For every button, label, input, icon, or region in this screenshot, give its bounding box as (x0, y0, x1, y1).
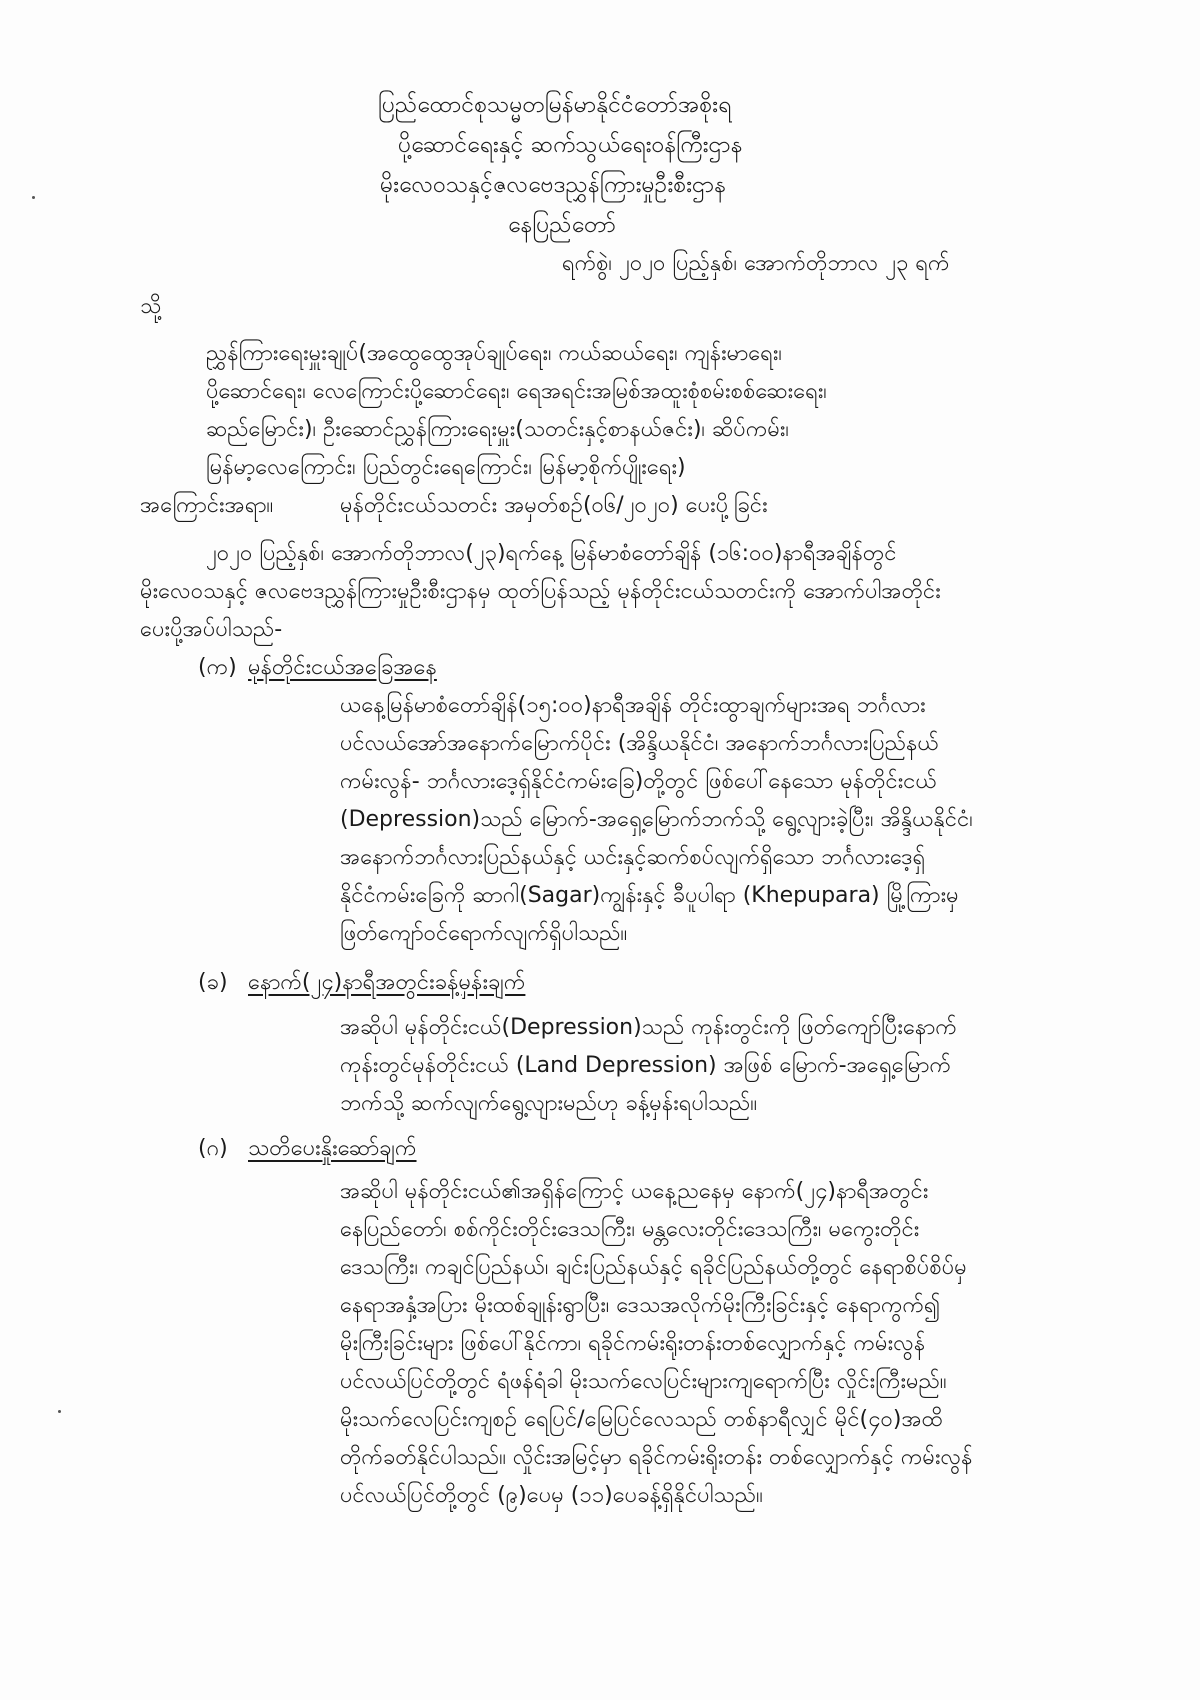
header-line-government: ပြည်ထောင်စုသမ္မတမြန်မာနိုင်ငံတော်အစိုးရ (378, 92, 732, 118)
intro-line: မိုးလေဝသနှင့် ဇလဗေဒညွှန်ကြားမှုဦးစီးဌာနမှ ထုတ်ပြန်သည့် မုန်တိုင်းငယ်သတင်းကို အောက်ပါအတိုင်း (140, 579, 941, 604)
section-ga-line: တိုက်ခတ်နိုင်ပါသည်။ လှိုင်းအမြင့်မှာ ရခိုင်ကမ်းရိုးတန်း တစ်လျှောက်နှင့် ကမ်းလွန် (340, 1445, 973, 1470)
section-ka-line: ကမ်းလွန်- ဘင်္ဂလားဒေ့ရှ်နိုင်ငံကမ်းခြေ)တို့တွင် ဖြစ်ပေါ်နေသော မုန်တိုင်းငယ် (340, 769, 937, 794)
recipient-line: ဆည်မြောင်း)၊ ဦးဆောင်ညွှန်ကြားရေးမှူး(သတင်းနှင့်စာနယ်ဇင်း)၊ ဆိပ်ကမ်း၊ (206, 417, 789, 442)
section-ka-line: ဖြတ်ကျော်ဝင်ရောက်လျက်ရှိပါသည်။ (340, 921, 628, 946)
section-kha-title: နောက်(၂၄)နာရီအတွင်းခန့်မှန်းချက် (248, 970, 526, 995)
section-ka-title: မုန်တိုင်းငယ်အခြေအနေ (248, 655, 437, 680)
section-ga-line: နေပြည်တော်၊ စစ်ကိုင်းတိုင်းဒေသကြီး၊ မန္တလေးတိုင်းဒေသကြီး၊ မကွေးတိုင်း (340, 1217, 920, 1242)
section-ka-line: ယနေ့မြန်မာစံတော်ချိန်(၁၅:၀၀)နာရီအချိန် တိုင်းထွာချက်များအရ ဘင်္ဂလား (340, 693, 926, 718)
subject-label: အကြောင်းအရာ။ (140, 493, 274, 518)
section-ka-line: ပင်လယ်အော်အနောက်မြောက်ပိုင်း (အိန္ဒိယနိုင်ငံ၊ အနောက်ဘင်္ဂလားပြည်နယ် (340, 731, 939, 756)
section-kha-marker: (ခ) (198, 970, 228, 995)
header-line-department: မိုးလေဝသနှင့်ဇလဗေဒညွှန်ကြားမှုဦးစီးဌာန (380, 172, 727, 198)
section-ga-line: မိုးကြီးခြင်းများ ဖြစ်ပေါ်နိုင်ကာ၊ ရခိုင်ကမ်းရိုးတန်းတစ်လျှောက်နှင့် ကမ်းလွန် (340, 1331, 926, 1356)
scan-speck (32, 196, 35, 199)
section-kha-line: အဆိုပါ မုန်တိုင်းငယ်(Depression)သည် ကုန်းတွင်းကို ဖြတ်ကျော်ပြီးနောက် (340, 1015, 957, 1040)
section-kha-line: ကုန်းတွင်မုန်တိုင်းငယ် (Land Depression) အဖြစ် မြောက်-အရှေ့မြောက် (340, 1053, 952, 1078)
section-ka-line: အနောက်ဘင်္ဂလားပြည်နယ်နှင့် ယင်းနှင့်ဆက်စပ်လျက်ရှိသော ဘင်္ဂလားဒေ့ရှ် (340, 845, 926, 870)
section-ga-title: သတိပေးနှိုးဆော်ချက် (248, 1136, 417, 1161)
section-ka-line: (Depression)သည် မြောက်-အရှေ့မြောက်ဘက်သို့ ရွေ့လျားခဲ့ပြီး၊ အိန္ဒိယနိုင်ငံ၊ (340, 807, 973, 832)
section-ga-line: မိုးသက်လေပြင်းကျစဉ် ရေပြင်/မြေပြင်လေသည် တစ်နာရီလျှင် မိုင်(၄၀)အထိ (340, 1407, 943, 1432)
section-ga-line: ပင်လယ်ပြင်တို့တွင် (၉)ပေမှ (၁၁)ပေခန့်ရှိနိုင်ပါသည်။ (340, 1483, 763, 1508)
section-ka-marker: (က) (198, 655, 237, 680)
intro-line: ပေးပို့အပ်ပါသည်- (140, 617, 283, 642)
section-ga-line: ဒေသကြီး၊ ကချင်ပြည်နယ်၊ ချင်းပြည်နယ်နှင့် ရခိုင်ပြည်နယ်တို့တွင် နေရာစိပ်စိပ်မှ (340, 1255, 967, 1280)
recipient-to: သို့ (140, 294, 162, 319)
section-ga-line: နေရာအနှံ့အပြား မိုးထစ်ချုန်းရွာပြီး၊ ဒေသအလိုက်မိုးကြီးခြင်းနှင့် နေရာကွက်၍ (340, 1293, 941, 1318)
section-kha-line: ဘက်သို့ ဆက်လျက်ရွေ့လျားမည်ဟု ခန့်မှန်းရပါသည်။ (340, 1091, 757, 1116)
section-ga-line: အဆိုပါ မုန်တိုင်းငယ်၏အရှိန်ကြောင့် ယနေ့ညနေမှ နောက်(၂၄)နာရီအတွင်း (340, 1179, 929, 1204)
header-line-city: နေပြည်တော် (508, 212, 616, 238)
recipient-line: ပို့ဆောင်ရေး၊ လေကြောင်းပို့ဆောင်ရေး၊ ရေအရင်းအမြစ်အထူးစုံစမ်းစစ်ဆေးရေး၊ (206, 379, 827, 404)
recipient-line: ညွှန်ကြားရေးမှူးချုပ်(အထွေထွေအုပ်ချုပ်ရေး၊ ကယ်ဆယ်ရေး၊ ကျန်းမာရေး၊ (206, 341, 782, 366)
header-line-ministry: ပို့ဆောင်ရေးနှင့် ဆက်သွယ်ရေးဝန်ကြီးဌာန (398, 132, 743, 158)
section-ga-line: ပင်လယ်ပြင်တို့တွင် ရံဖန်ရံခါ မိုးသက်လေပြင်းများကျရောက်ပြီး လှိုင်းကြီးမည်။ (340, 1369, 947, 1394)
intro-line: ၂၀၂၀ ပြည့်နှစ်၊ အောက်တိုဘာလ(၂၃)ရက်နေ့ မြန်မာစံတော်ချိန် (၁၆:၀၀)နာရီအချိန်တွင် (206, 541, 897, 566)
section-ka-line: နိုင်ငံကမ်းခြေကို ဆာဂါ(Sagar)ကျွန်းနှင့် ခီပူပါရာ (Khepupara) မြို့ကြားမှ (340, 883, 959, 908)
scan-speck (58, 1410, 61, 1413)
section-ga-marker: (ဂ) (198, 1136, 228, 1161)
recipient-line: မြန်မာ့လေကြောင်း၊ ပြည်တွင်းရေကြောင်း၊ မြန်မာ့စိုက်ပျိုးရေး) (206, 455, 686, 480)
subject-text: မုန်တိုင်းငယ်သတင်း အမှတ်စဉ်(၀၆/၂၀၂၀) ပေးပို့ခြင်း (340, 493, 768, 518)
document-date: ရက်စွဲ၊ ၂၀၂၀ ပြည့်နှစ်၊ အောက်တိုဘာလ ၂၃ ရက် (562, 251, 950, 276)
